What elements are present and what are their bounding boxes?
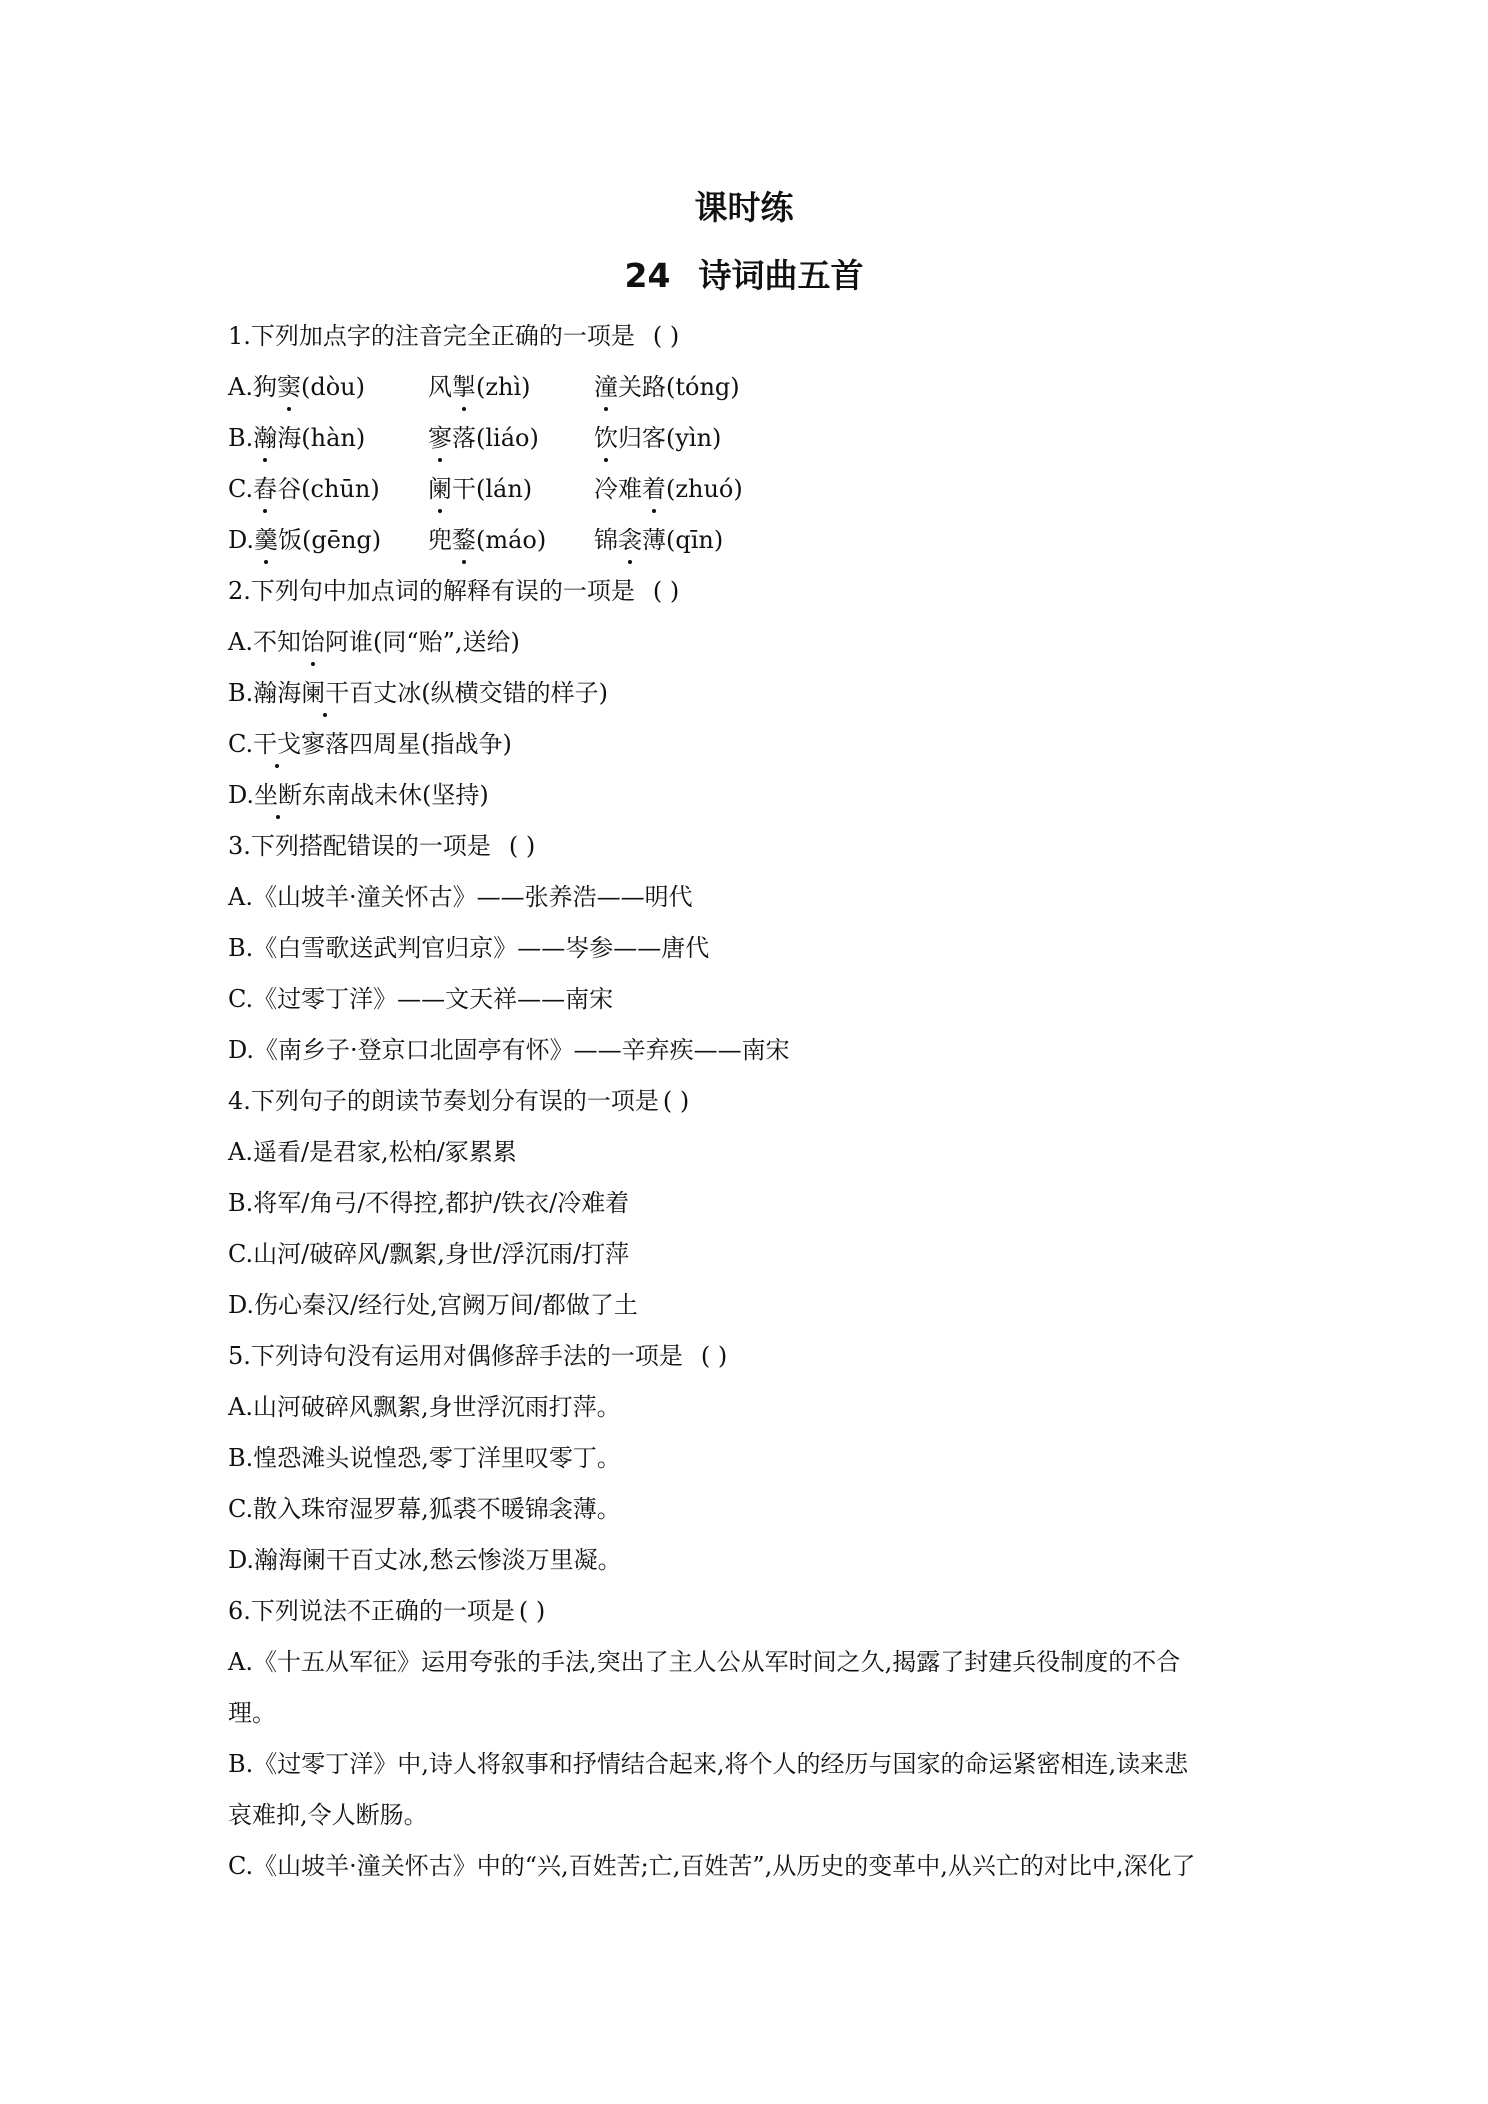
- question-6-stem: [228, 1594, 545, 1628]
- question-4-option-a: A.遥看/是君家,松柏/冢累累: [228, 1138, 517, 1166]
- answer-blank: ( ): [518, 1597, 546, 1625]
- question-5-option-d: D.瀚海阑干百丈冰,愁云惨淡万里凝。: [228, 1546, 622, 1574]
- lesson-number: 24: [624, 256, 671, 295]
- worksheet-title: 课时练: [694, 188, 794, 227]
- question-3-stem: [228, 829, 535, 863]
- question-5-option-b: B.惶恐滩头说惶恐,零丁洋里叹零丁。: [228, 1444, 621, 1472]
- question-4-stem: [228, 1084, 689, 1118]
- answer-blank: ( ): [652, 322, 680, 350]
- option-a-item-1: A.狗窦(dòu): [228, 370, 365, 404]
- option-b-item-1: B.瀚海(hàn): [228, 421, 365, 455]
- question-3-option-d: D.《南乡子·登京口北固亭有怀》——辛弃疾——南宋: [228, 1036, 790, 1064]
- question-6-option-b-line-2: 哀难抑,令人断肠。: [228, 1801, 428, 1829]
- question-text: 6.下列说法不正确的一项是: [228, 1597, 515, 1625]
- question-6-option-a-line-1: A.《十五从军征》运用夸张的手法,突出了主人公从军时间之久,揭露了封建兵役制度的不合: [228, 1648, 1181, 1676]
- question-5-option-c: C.散入珠帘湿罗幕,狐裘不暖锦衾薄。: [228, 1495, 621, 1523]
- option-d-item-3: 锦衾薄(qīn): [594, 523, 723, 557]
- option-d-item-1: D.羹饭(gēng): [228, 523, 381, 557]
- question-text: 2.下列句中加点词的解释有误的一项是: [228, 577, 635, 605]
- question-3-option-c: C.《过零丁洋》——文天祥——南宋: [228, 985, 614, 1013]
- answer-blank: ( ): [700, 1342, 728, 1370]
- option-d-item-2: 兜鍪(máo): [428, 523, 546, 557]
- question-2-option-c: C.干戈寥落四周星(指战争): [228, 727, 512, 761]
- question-text: 1.下列加点字的注音完全正确的一项是: [228, 322, 635, 350]
- question-5-option-a: A.山河破碎风飘絮,身世浮沉雨打萍。: [228, 1393, 621, 1421]
- answer-blank: ( ): [508, 832, 536, 860]
- question-text: 5.下列诗句没有运用对偶修辞手法的一项是: [228, 1342, 683, 1370]
- answer-blank: ( ): [662, 1087, 690, 1115]
- option-a-item-3: 潼关路(tóng): [594, 370, 740, 404]
- question-text: 4.下列句子的朗读节奏划分有误的一项是: [228, 1087, 659, 1115]
- option-a-item-2: 风掣(zhì): [428, 370, 531, 404]
- option-c-item-2: 阑干(lán): [428, 472, 532, 506]
- option-c-item-3: 冷难着(zhuó): [594, 472, 743, 506]
- answer-blank: ( ): [652, 577, 680, 605]
- question-4-option-c: C.山河/破碎风/飘絮,身世/浮沉雨/打萍: [228, 1240, 630, 1268]
- question-3-option-b: B.《白雪歌送武判官归京》——岑参——唐代: [228, 934, 710, 962]
- question-6-option-b-line-1: B.《过零丁洋》中,诗人将叙事和抒情结合起来,将个人的经历与国家的命运紧密相连,读来悲: [228, 1750, 1189, 1778]
- lesson-title: 诗词曲五首: [698, 256, 864, 295]
- question-6-option-a-line-2: 理。: [228, 1699, 276, 1727]
- question-4-option-d: D.伤心秦汉/经行处,宫阙万间/都做了土: [228, 1291, 638, 1319]
- question-text: 3.下列搭配错误的一项是: [228, 832, 491, 860]
- question-1-stem: [228, 319, 679, 353]
- question-3-option-a: A.《山坡羊·潼关怀古》——张养浩——明代: [228, 883, 693, 911]
- question-5-stem: [228, 1339, 727, 1373]
- option-b-item-2: 寥落(liáo): [428, 421, 539, 455]
- option-b-item-3: 饮归客(yìn): [594, 421, 721, 455]
- question-2-stem: [228, 574, 679, 608]
- lesson-heading: [0, 250, 1488, 297]
- question-2-option-b: B.瀚海阑干百丈冰(纵横交错的样子): [228, 676, 608, 710]
- question-6-option-c-line-1: C.《山坡羊·潼关怀古》中的“兴,百姓苦;亡,百姓苦”,从历史的变革中,从兴亡的对比中,深化了: [228, 1852, 1196, 1880]
- question-4-option-b: B.将军/角弓/不得控,都护/铁衣/冷难着: [228, 1189, 630, 1217]
- question-2-option-d: D.坐断东南战未休(坚持): [228, 778, 489, 812]
- question-2-option-a: A.不知饴阿谁(同“贻”,送给): [228, 625, 520, 659]
- option-c-item-1: C.舂谷(chūn): [228, 472, 380, 506]
